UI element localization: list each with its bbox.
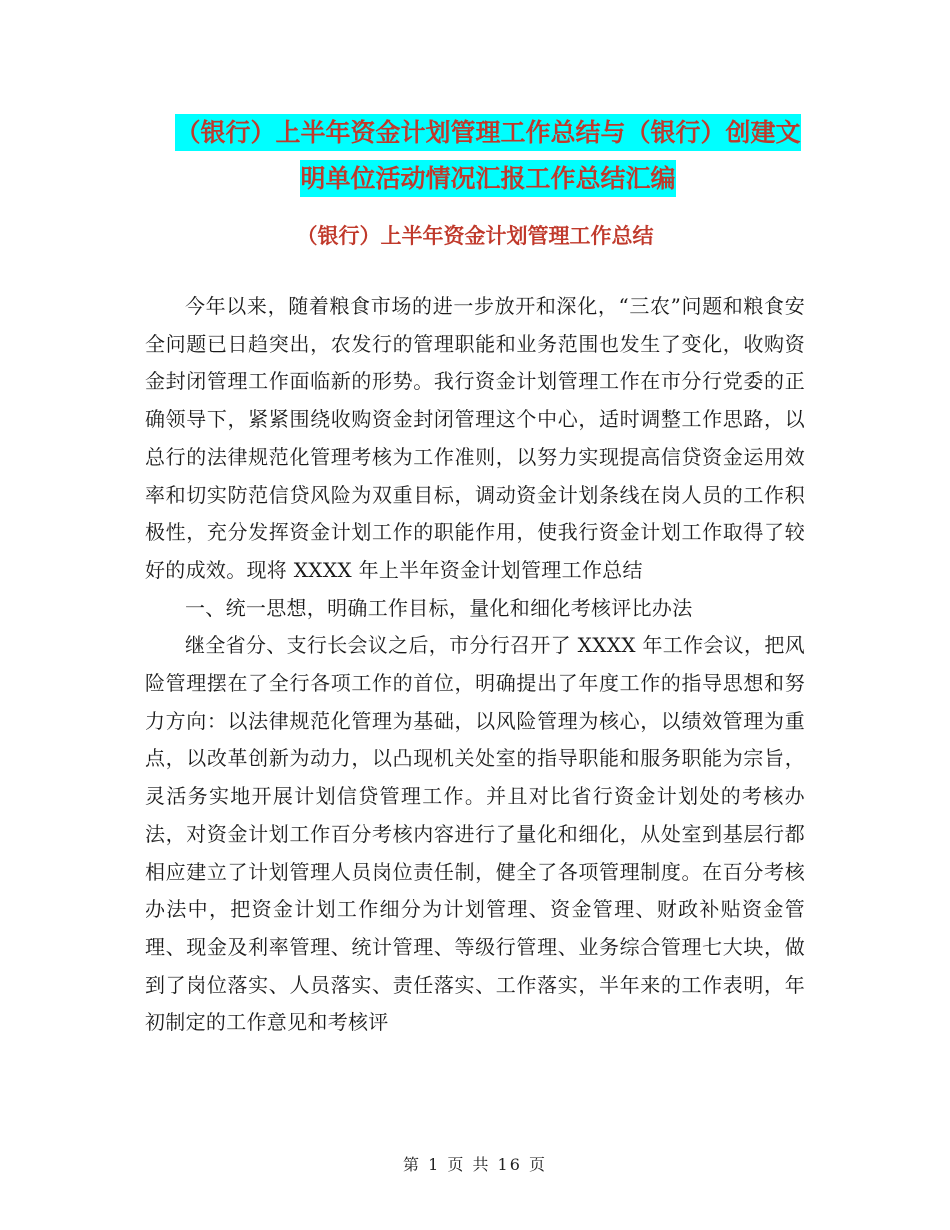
page-number-footer: 第 1 页 共 16 页	[403, 1155, 547, 1174]
document-body	[145, 288, 805, 1042]
body-paragraph: 今年以来，随着粮食市场的进一步放开和深化，“三农”问题和粮食安全问题已日趋突出，农发行的管理职能和业务范围也发生了变化，收购资金封闭管理工作面临新的形势。我行资金计划管理工作在市分行党委的正确领导下，紧紧围绕收购资金封闭管理这个中心，适时调整工作思路，以总行的法律规范化管理考核为工作准则，以努力实现提高信贷资金运用效率和切实防范信贷风险为双重目标，调动资金计划条线在岗人员的工作积极性，充分发挥资金计划工作的职能作用，使我行资金计划工作取得了较好的成效。现将 XXXX 年上半年资金计划管理工作总结	[145, 294, 805, 582]
title-highlight: （银行）上半年资金计划管理工作总结与（银行）创建文明单位活动情况汇报工作总结汇编	[175, 114, 800, 197]
document-title	[168, 110, 808, 202]
body-paragraph: 继全省分、支行长会议之后，市分行召开了 XXXX 年工作会议，把风险管理摆在了全行各项工作的首位，明确提出了年度工作的指导思想和努力方向：以法律规范化管理为基础，以风险管理为核心，以绩效管理为重点，以改革创新为动力，以凸现机关处室的指导职能和服务职能为宗旨，灵活务实地开展计划信贷管理工作。并且对比省行资金计划处的考核办法，对资金计划工作百分考核内容进行了量化和细化，从处室到基层行都相应建立了计划管理人员岗位责任制，健全了各项管理制度。在百分考核办法中，把资金计划工作细分为计划管理、资金管理、财政补贴资金管理、现金及利率管理、统计管理、等级行管理、业务综合管理七大块，做到了岗位落实、人员落实、责任落实、工作落实，半年来的工作表明，年初制定的工作意见和考核评	[145, 633, 805, 1035]
section-title: （银行）上半年资金计划管理工作总结	[296, 224, 654, 248]
body-paragraph: 一、统一思想，明确工作目标，量化和细化考核评比办法	[185, 595, 693, 620]
